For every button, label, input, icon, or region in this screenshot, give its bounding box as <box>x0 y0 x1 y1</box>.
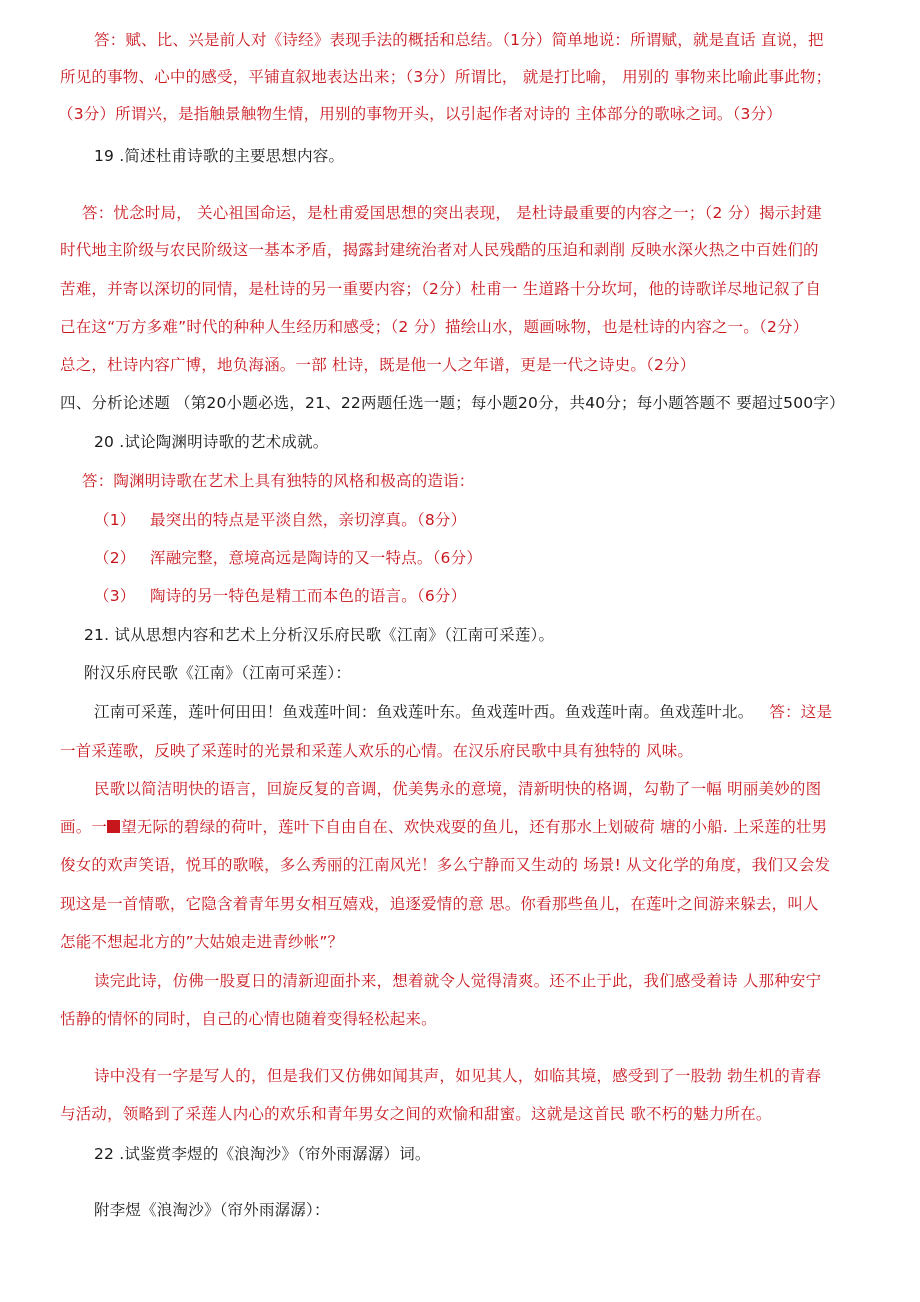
answer-20-item-3-text: 陶诗的另一特色是精工而本色的语言。（6分） <box>150 587 467 605</box>
question-22: 22 .试鉴赏李煜的《浪淘沙》（帘外雨潺潺）词。 <box>94 1145 431 1163</box>
answer-18-line-2: 所见的事物、心中的感受，平铺直叙地表达出来；（3分）所谓比， 就是打比喻， 用别的 事物来比喻此事此物； <box>60 68 832 86</box>
answer-20-item-2-num: （2） <box>94 549 136 567</box>
section-4-heading: 四、分析论述题 （第20小题必选，21、22两题任选一题；每小题20分，共40分；每小题答题不 要超过500字） <box>60 394 845 412</box>
poem-21-line <box>94 702 832 722</box>
answer-20-intro: 答：陶渊明诗歌在艺术上具有独特的风格和极高的造诣： <box>82 472 475 490</box>
answer-21-p2-line-3: 俊女的欢声笑语，悦耳的歌喉，多么秀丽的江南风光！多么宁静而又生动的 场景! 从文化学的角度，我们又会发 <box>60 856 831 874</box>
question-22-attachment: 附李煜《浪淘沙》（帘外雨潺潺）： <box>94 1201 330 1219</box>
answer-20-item-2-text: 浑融完整，意境高远是陶诗的又一特点。（6分） <box>150 549 483 567</box>
question-19: 19 .简述杜甫诗歌的主要思想内容。 <box>94 147 345 165</box>
question-21-attachment: 附汉乐府民歌《江南》（江南可采莲）： <box>84 664 352 682</box>
poem-21-text: 江南可采莲，莲叶何田田！鱼戏莲叶间：鱼戏莲叶东。鱼戏莲叶西。鱼戏莲叶南。鱼戏莲叶北。 <box>94 703 754 721</box>
answer-21-p1-line-2: 一首采莲歌，反映了采莲时的光景和采莲人欢乐的心情。在汉乐府民歌中具有独特的 风味。 <box>60 742 694 760</box>
answer-21-p4-line-1: 诗中没有一字是写人的，但是我们又仿佛如闻其声，如见其人，如临其境，感受到了一股勃 勃生机的青春 <box>94 1067 822 1085</box>
answer-21-p3-line-2: 恬静的情怀的同时，自己的心情也随着变得轻松起来。 <box>60 1010 437 1028</box>
answer-21-p2-line-2 <box>60 817 827 837</box>
answer-19-line-2: 时代地主阶级与农民阶级这一基本矛盾，揭露封建统治者对人民残酷的压迫和剥削 反映水深火热之中百姓们的 <box>60 241 819 259</box>
answer-21-p3-line-1: 读完此诗，仿佛一股夏日的清新迎面扑来，想着就令人觉得清爽。还不止于此，我们感受着诗 人那种安宁 <box>94 972 822 990</box>
answer-19-line-4: 己在这“万方多难”时代的种种人生经历和感受；（2 分）描绘山水，题画咏物，也是杜诗的内容之一。（2分） <box>60 318 809 336</box>
question-21: 21. 试从思想内容和艺术上分析汉乐府民歌《江南》（江南可采莲）。 <box>84 626 555 644</box>
answer-21-p2-line-5: 怎能不想起北方的”大姑娘走进青纱帐”？ <box>60 933 344 951</box>
answer-19-line-5: 总之，杜诗内容广博，地负海涵。一部 杜诗，既是他一人之年谱，更是一代之诗史。（2分） <box>60 356 696 374</box>
answer-21-start: 答：这是 <box>769 703 833 721</box>
answer-18-line-3: （3分）所谓兴，是指触景触物生情，用别的事物开头，以引起作者对诗的 主体部分的歌咏之词。（3分） <box>58 105 783 123</box>
filled-square-icon <box>107 820 120 833</box>
question-20: 20 .试论陶渊明诗歌的艺术成就。 <box>94 433 329 451</box>
answer-19-line-3: 苦难，并寄以深切的同情，是杜诗的另一重要内容；（2分）杜甫一 生道路十分坎坷，他的诗歌详尽地记叙了自 <box>60 280 822 298</box>
answer-21-p2-prefix: 画。一 <box>60 818 108 836</box>
answer-21-p2-line-1: 民歌以简洁明快的语言，回旋反复的音调，优美隽永的意境，清新明快的格调，勾勒了一幅 明丽美妙的图 <box>94 780 822 798</box>
answer-21-p2-line-4: 现这是一首情歌，它隐含着青年男女相互嬉戏，追逐爱情的意 思。你看那些鱼儿，在莲叶之间游来躲去，叫人 <box>60 895 819 913</box>
answer-20-item-1-num: （1） <box>94 511 136 529</box>
answer-21-p4-line-2: 与活动，领略到了采莲人内心的欢乐和青年男女之间的欢愉和甜蜜。这就是这首民 歌不朽的魅力所在。 <box>60 1105 772 1123</box>
answer-18-line-1: 答：赋、比、兴是前人对《诗经》表现手法的概括和总结。（1分）简单地说：所谓赋，就是直话 直说，把 <box>94 31 824 49</box>
answer-19-line-1: 答：忧念时局， 关心祖国命运，是杜甫爱国思想的突出表现， 是杜诗最重要的内容之一；（2 分）揭示封建 <box>82 204 822 222</box>
answer-20-item-3-num: （3） <box>94 587 136 605</box>
answer-21-p2-line-2-text: 望无际的碧绿的荷叶，莲叶下自由自在、欢快戏耍的鱼儿，还有那水上划破荷 塘的小船. 上采莲的壮男 <box>121 818 828 836</box>
answer-20-item-1-text: 最突出的特点是平淡自然，亲切淳真。（8分） <box>150 511 467 529</box>
